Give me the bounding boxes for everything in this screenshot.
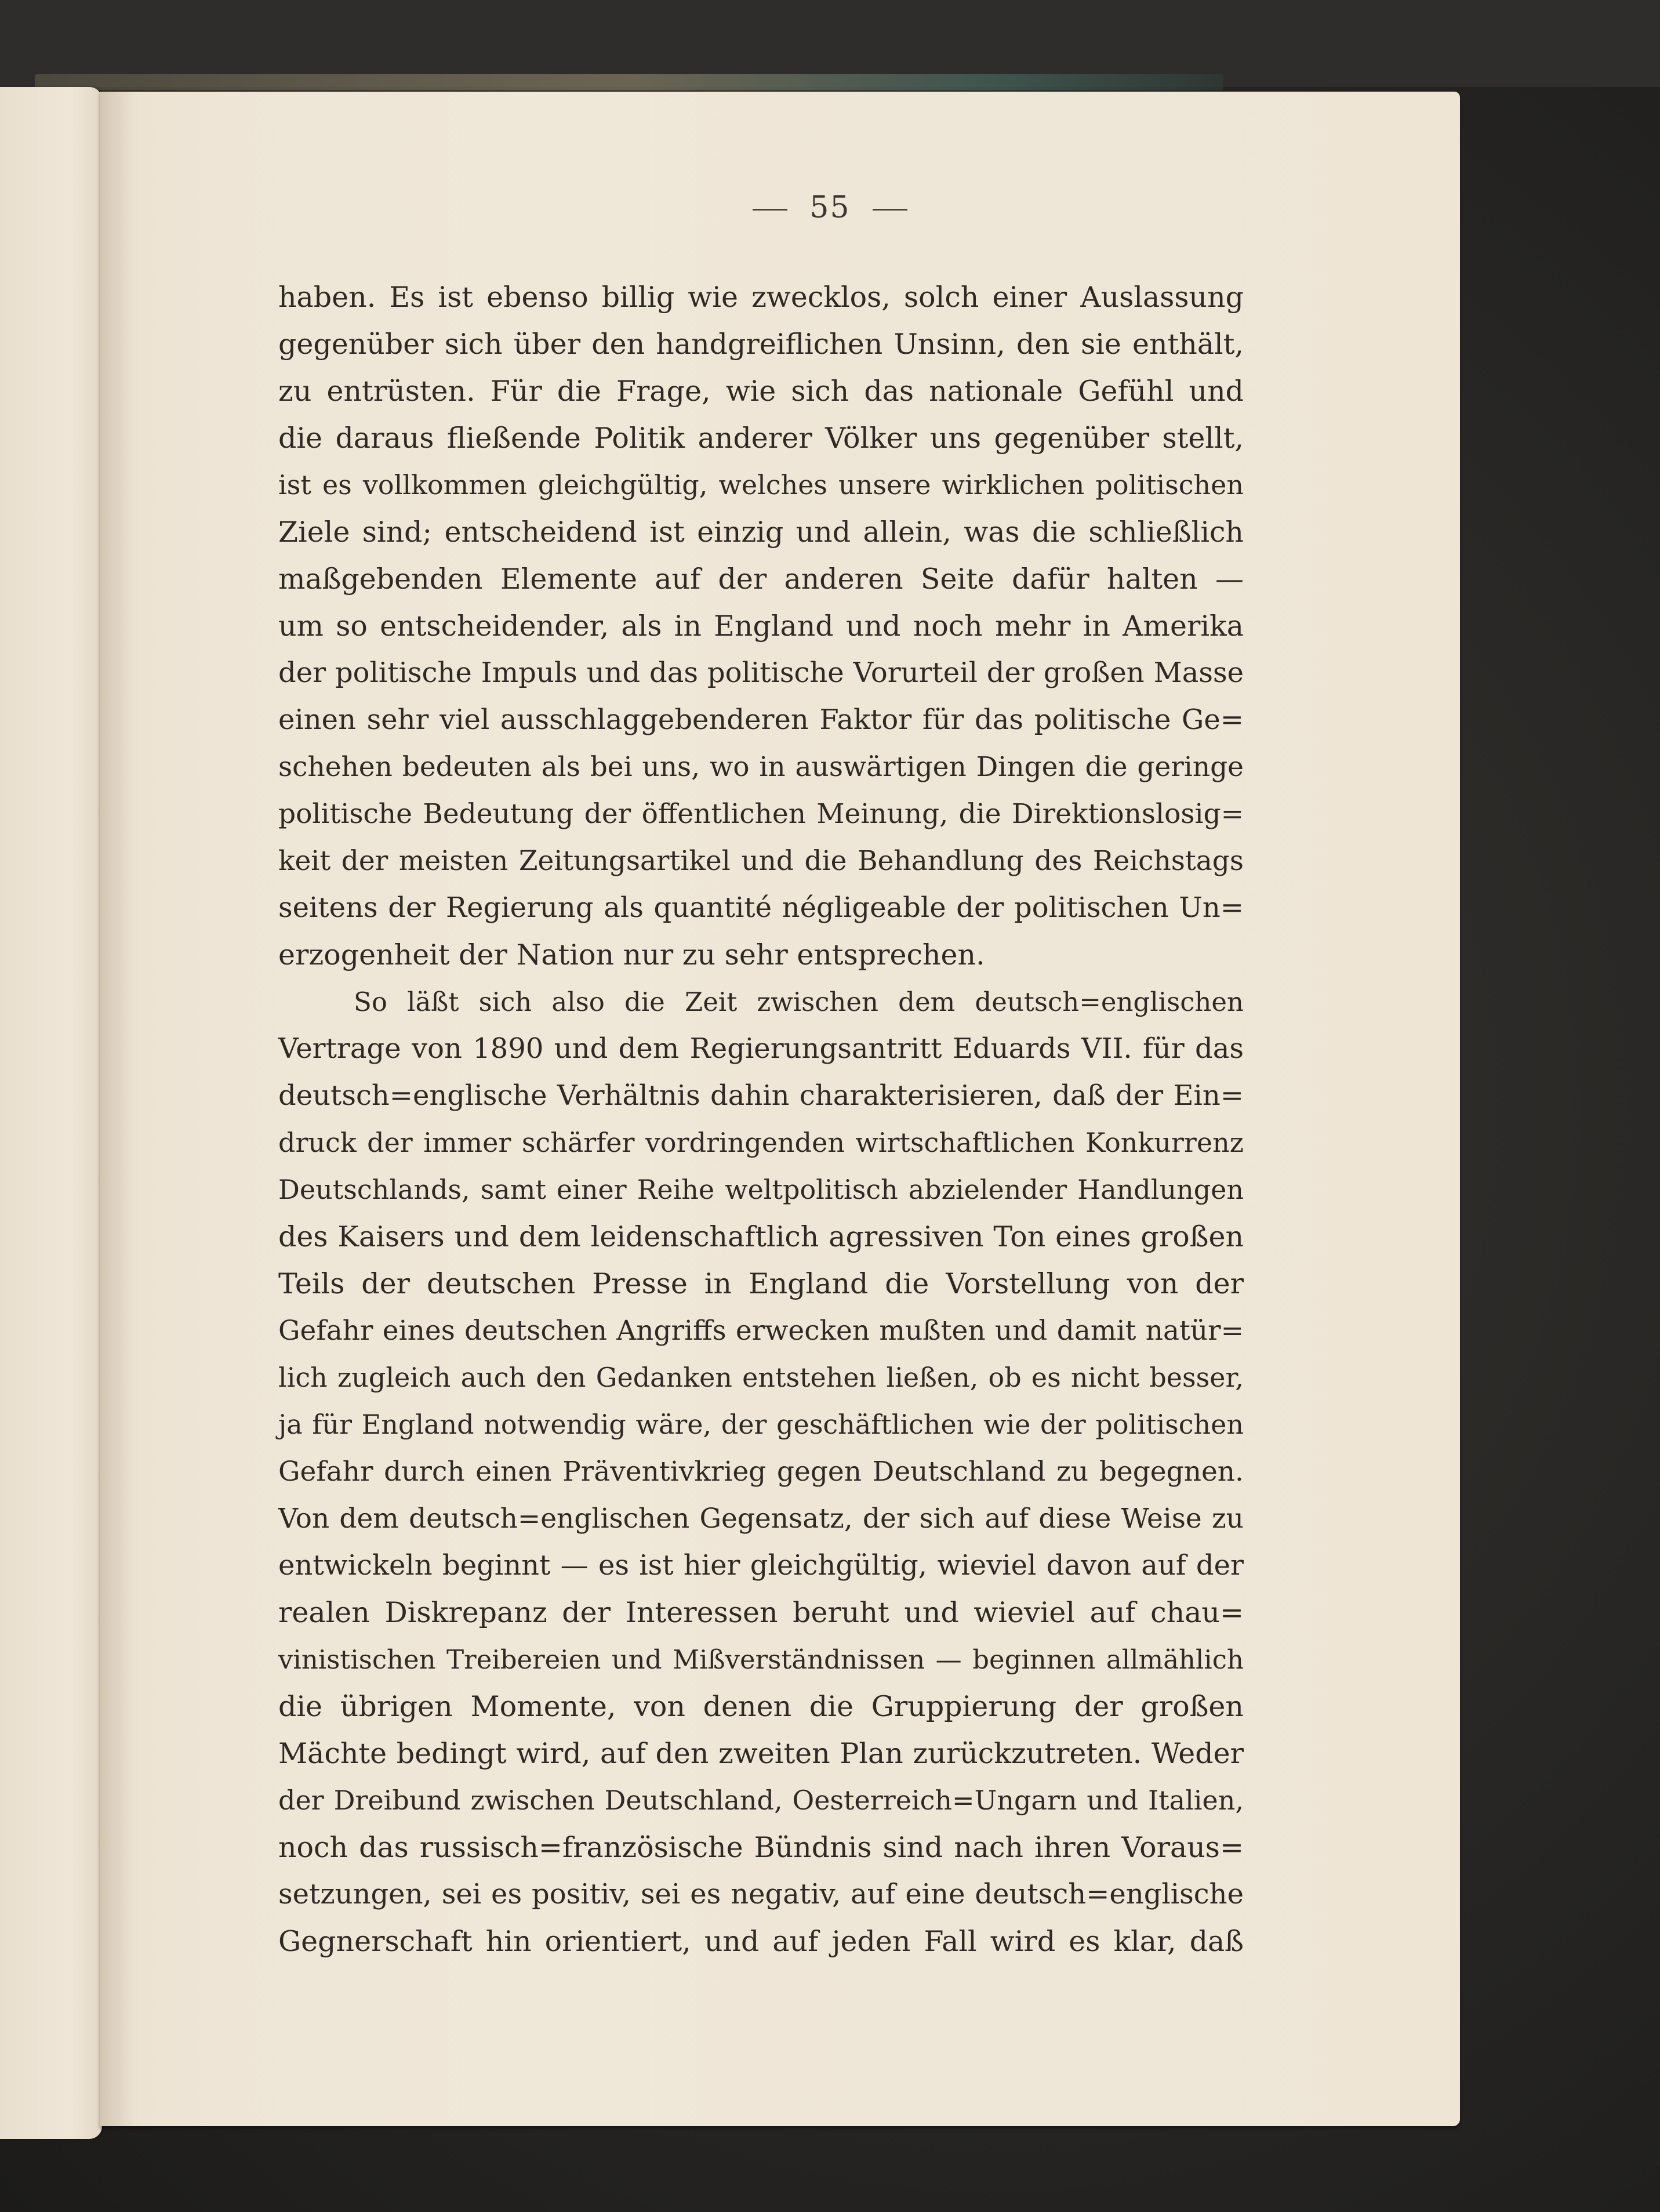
- book-headband: [35, 74, 1223, 90]
- text-line: Von dem deutsch=englischen Gegensatz, der sich auf diese Weise zu: [278, 1503, 1244, 1535]
- text-line: der Dreibund zwischen Deutschland, Oesterreich=Ungarn und Italien,: [278, 1785, 1244, 1816]
- text-line: seitens der Regierung als quantité négligeable der politischen Un=: [278, 891, 1244, 924]
- text-line: haben. Es ist ebenso billig wie zwecklos, solch einer Auslassung: [278, 281, 1244, 314]
- text-line: schehen bedeuten als bei uns, wo in auswärtigen Dingen die geringe: [278, 751, 1244, 783]
- text-line: entwickeln beginnt — es ist hier gleichgültig, wieviel davon auf der: [278, 1549, 1244, 1582]
- text-line: gegenüber sich über den handgreiflichen Unsinn, den sie enthält,: [278, 328, 1244, 361]
- text-line: um so entscheidender, als in England und noch mehr in Amerika: [278, 610, 1244, 643]
- text-line: lich zugleich auch den Gedanken entstehen ließen, ob es nicht besser,: [278, 1362, 1244, 1393]
- text-line: setzungen, sei es positiv, sei es negativ, auf eine deutsch=englische: [278, 1878, 1244, 1910]
- text-line: druck der immer schärfer vordringenden wirtschaftlichen Konkurrenz: [278, 1127, 1244, 1158]
- text-line: politische Bedeutung der öffentlichen Meinung, die Direktionslosig=: [278, 798, 1244, 830]
- text-line: Deutschlands, samt einer Reihe weltpolitisch abzielender Handlungen: [278, 1174, 1244, 1205]
- text-line: ja für England notwendig wäre, der geschäftlichen wie der politischen: [278, 1409, 1244, 1440]
- text-line: Teils der deutschen Presse in England die Vorstellung von der: [278, 1267, 1244, 1300]
- text-line: vinistischen Treibereien und Mißverständnissen — beginnen allmählich: [278, 1644, 1244, 1675]
- text-line: Gefahr durch einen Präventivkrieg gegen Deutschland zu begegnen.: [278, 1456, 1244, 1488]
- text-line: zu entrüsten. Für die Frage, wie sich das nationale Gefühl und: [278, 375, 1244, 408]
- text-line: der politische Impuls und das politische Vorurteil der großen Masse: [278, 657, 1244, 689]
- text-line: Ziele sind; entscheidend ist einzig und allein, was die schließlich: [278, 516, 1244, 549]
- page-number-value: 55: [809, 190, 851, 225]
- text-line: deutsch=englische Verhältnis dahin charakterisieren, daß der Ein=: [278, 1079, 1244, 1112]
- text-line: Mächte bedingt wird, auf den zweiten Plan zurückzutreten. Weder: [278, 1737, 1244, 1770]
- text-line-paragraph-end: erzogenheit der Nation nur zu sehr entsprechen.: [278, 938, 985, 971]
- text-line: des Kaisers und dem leidenschaftlich agressiven Ton eines großen: [278, 1220, 1244, 1253]
- text-line: maßgebenden Elemente auf der anderen Seite dafür halten —: [278, 563, 1244, 596]
- text-line: ist es vollkommen gleichgültig, welches unsere wirklichen politischen: [278, 469, 1244, 501]
- text-line: keit der meisten Zeitungsartikel und die Behandlung des Reichstags: [278, 845, 1244, 877]
- page-number-dash-right: [873, 209, 907, 211]
- page-number-dash-left: [753, 209, 787, 211]
- gutter-shadow: [100, 92, 135, 2126]
- text-line: Vertrage von 1890 und dem Regierungsantritt Eduards VII. für das: [278, 1032, 1244, 1065]
- text-line: einen sehr viel ausschlaggebenderen Faktor für das politische Ge=: [278, 704, 1244, 736]
- left-page-edge: [0, 87, 102, 2139]
- text-line: Gegnerschaft hin orientiert, und auf jeden Fall wird es klar, daß: [278, 1925, 1244, 1958]
- body-text: [278, 274, 1244, 1965]
- text-line: die übrigen Momente, von denen die Gruppierung der großen: [278, 1690, 1244, 1723]
- text-line: realen Diskrepanz der Interessen beruht und wieviel auf chau=: [278, 1596, 1244, 1629]
- text-line-paragraph-start: So läßt sich also die Zeit zwischen dem deutsch=englischen: [354, 987, 1244, 1017]
- text-line: Gefahr eines deutschen Angriffs erwecken mußten und damit natür=: [278, 1315, 1244, 1347]
- text-line: die daraus fließende Politik anderer Völker uns gegenüber stellt,: [278, 422, 1244, 455]
- page-number: [0, 190, 1660, 225]
- text-line: noch das russisch=französische Bündnis sind nach ihren Voraus=: [278, 1831, 1244, 1864]
